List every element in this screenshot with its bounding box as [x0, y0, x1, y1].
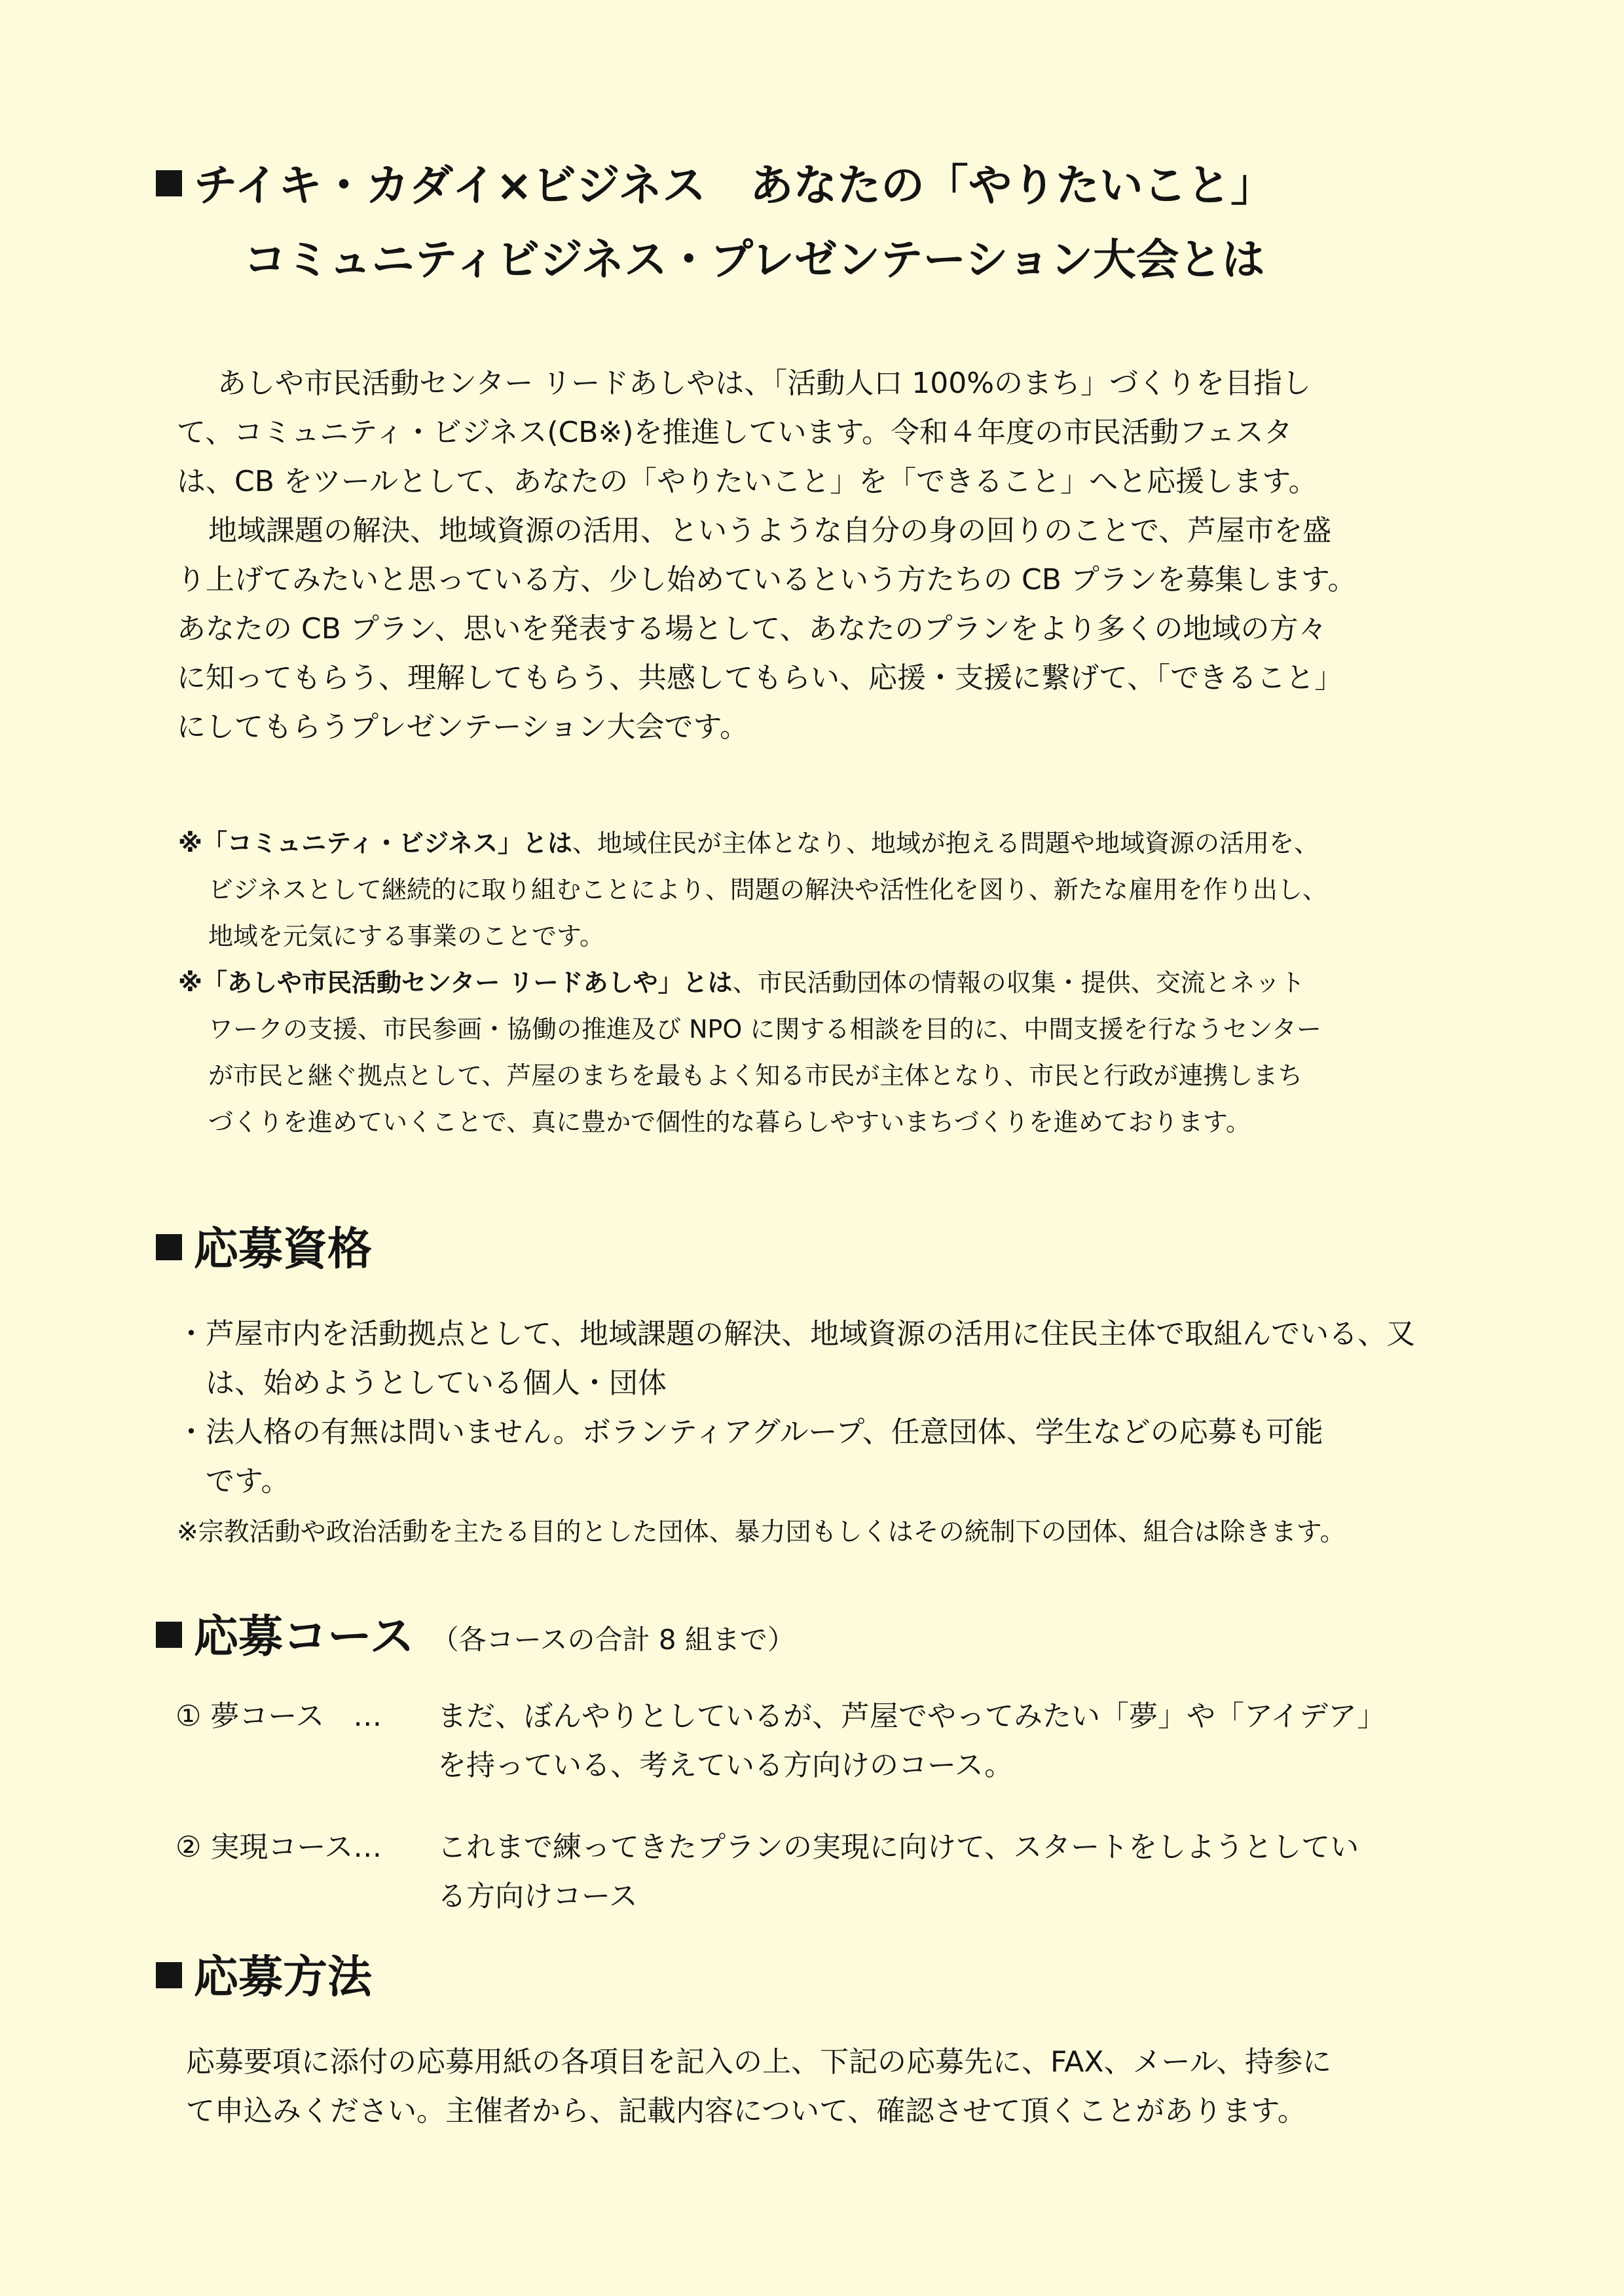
- page-title-line1: チイキ・カダイ×ビジネス あなたの「やりたいこと」: [156, 157, 1531, 213]
- eligibility-item: ・法人格の有無は問いません。ボランティアグループ、任意団体、学生などの応募も可能: [177, 1415, 1323, 1449]
- intro-line: は、CB をツールとして、あなたの「やりたいこと」を「できること」へと応援します。: [177, 465, 1318, 498]
- note-lead-line1: ※「あしや市民活動センター リードあしや」とは、市民活動団体の情報の収集・提供、交流とネット: [178, 968, 1305, 997]
- intro-line: て、コミュニティ・ビジネス(CB※)を推進しています。令和４年度の市民活動フェスタ: [177, 416, 1293, 449]
- method-line: 応募要項に添付の応募用紙の各項目を記入の上、下記の応募先に、FAX、メール、持参に: [186, 2045, 1332, 2079]
- note-cb-line3: 地域を元気にする事業のことです。: [208, 922, 604, 951]
- intro-line: 地域課題の解決、地域資源の活用、というような自分の身の回りのことで、芦屋市を盛: [208, 514, 1332, 547]
- eligibility-item: は、始めようとしている個人・団体: [177, 1366, 667, 1400]
- course-label: ① 夢コース …: [175, 1700, 382, 1733]
- page-title-line2: コミュニティビジネス・プレゼンテーション大会とは: [244, 235, 1265, 285]
- bullet-square-icon: [156, 170, 182, 196]
- intro-line: あなたの CB プラン、思いを発表する場として、あなたのプランをより多くの地域の方々: [177, 612, 1327, 646]
- course-description: る方向けコース: [437, 1880, 638, 1913]
- note-cb-line1: ※「コミュニティ・ビジネス」とは、地域住民が主体となり、地域が抱える問題や地域資源の活用を、: [178, 829, 1320, 858]
- eligibility-item: ・芦屋市内を活動拠点として、地域課題の解決、地域資源の活用に住民主体で取組んでいる、又: [177, 1317, 1416, 1351]
- eligibility-heading: 応募資格: [156, 1222, 811, 1278]
- method-heading: 応募方法: [156, 1950, 811, 2006]
- bullet-square-icon: [156, 1622, 182, 1648]
- courses-heading: 応募コース （各コースの合計 8 組まで）: [156, 1609, 1335, 1668]
- course-description: これまで練ってきたプランの実現に向けて、スタートをしようとしてい: [437, 1831, 1359, 1864]
- course-description: を持っている、考えている方向けのコース。: [437, 1749, 1014, 1782]
- method-line: て申込みください。主催者から、記載内容について、確認させて頂くことがあります。: [186, 2094, 1306, 2128]
- bullet-square-icon: [156, 1234, 182, 1260]
- eligibility-item: です。: [177, 1465, 290, 1498]
- intro-line: に知ってもらう、理解してもらう、共感してもらい、応援・支援に繋げて、「できること」: [177, 661, 1344, 695]
- course-description: まだ、ぼんやりとしているが、芦屋でやってみたい「夢」や「アイデア」: [437, 1700, 1386, 1733]
- note-lead-line2: ワークの支援、市民参画・協働の推進及び NPO に関する相談を目的に、中間支援を行なうセンター: [208, 1015, 1321, 1044]
- note-cb-line2: ビジネスとして継続的に取り組むことにより、問題の解決や活性化を図り、新たな雇用を作り出し、: [208, 875, 1327, 904]
- eligibility-note: ※宗教活動や政治活動を主たる目的とした団体、暴力団もしくはその統制下の団体、組合は除きます。: [177, 1518, 1346, 1547]
- intro-line: にしてもらうプレゼンテーション大会です。: [177, 710, 748, 744]
- note-lead-line3: が市民と継ぐ拠点として、芦屋のまちを最もよく知る市民が主体となり、市民と行政が連携しまち: [208, 1061, 1303, 1090]
- intro-line: り上げてみたいと思っている方、少し始めているという方たちの CB プランを募集します。: [177, 563, 1357, 596]
- note-lead-line4: づくりを進めていくことで、真に豊かで個性的な暮らしやすいまちづくりを進めております。: [208, 1108, 1251, 1137]
- course-label: ② 実現コース…: [175, 1831, 382, 1864]
- bullet-square-icon: [156, 1962, 182, 1988]
- intro-line: あしや市民活動センター リードあしやは、「活動人口 100%のまち」づくりを目指し: [217, 367, 1312, 400]
